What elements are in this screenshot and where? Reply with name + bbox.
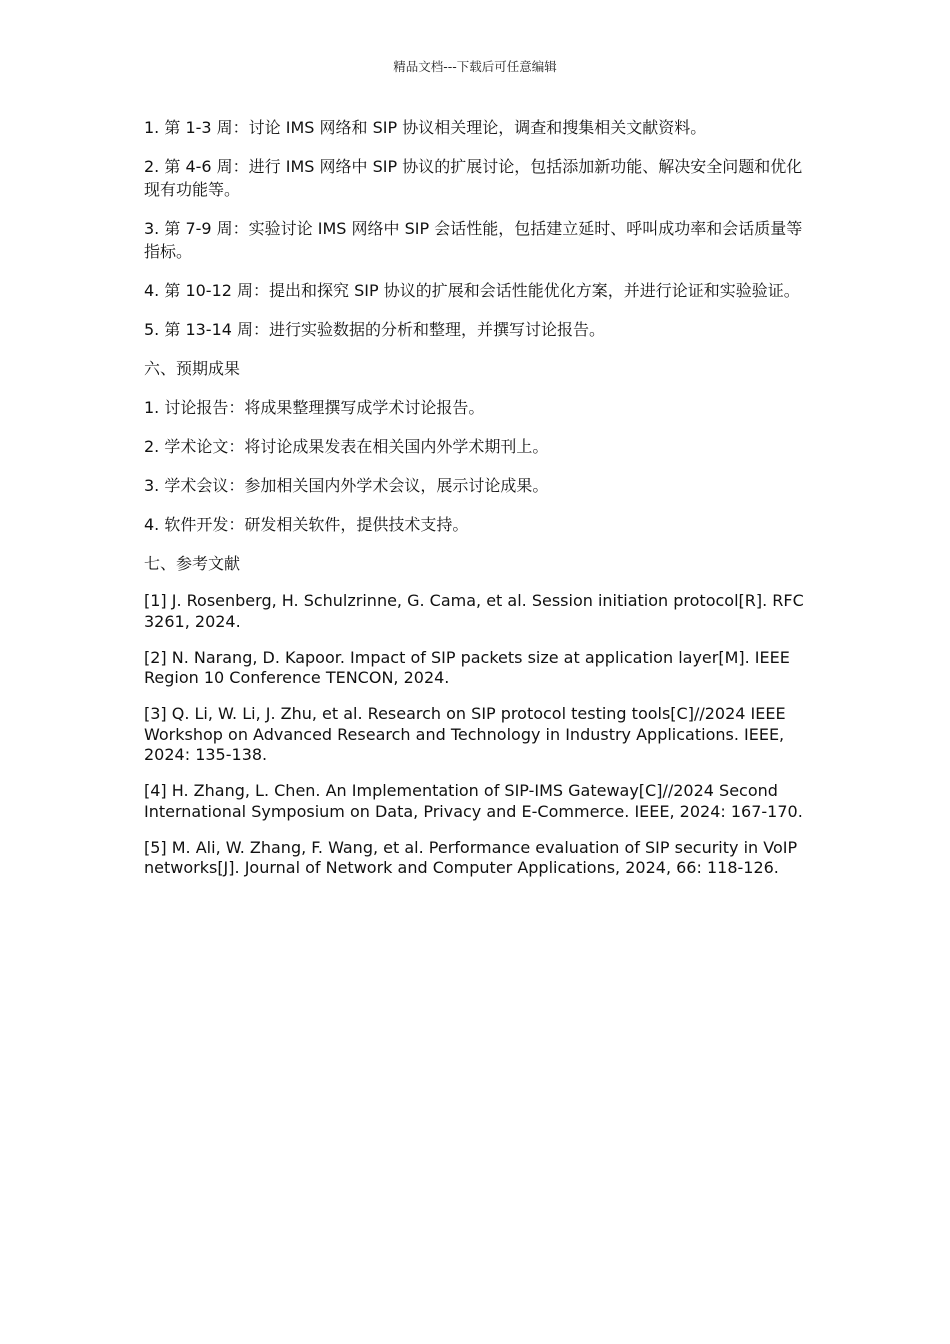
section-heading-references: 七、参考文献: [144, 554, 241, 573]
schedule-item: 2. 第 4-6 周：进行 IMS 网络中 SIP 协议的扩展讨论，包括添加新功能、解决安全问题和优化现有功能等。: [144, 157, 803, 199]
schedule-item: 4. 第 10-12 周：提出和探究 SIP 协议的扩展和会话性能优化方案，并进行论证和实验验证。: [144, 281, 800, 300]
reference-item: [5] M. Ali, W. Zhang, F. Wang, et al. Performance evaluation of SIP security in VoIP networks[J]. Journal of Network and Computer Applications, 2024, 66: 118-126.: [144, 837, 798, 877]
schedule-item: 3. 第 7-9 周：实验讨论 IMS 网络中 SIP 会话性能，包括建立延时、呼叫成功率和会话质量等指标。: [144, 219, 803, 261]
outcome-item: 3. 学术会议：参加相关国内外学术会议，展示讨论成果。: [144, 476, 549, 495]
reference-item: [4] H. Zhang, L. Chen. An Implementation of SIP-IMS Gateway[C]//2024 Second International Symposium on Data, Privacy and E-Commerce. IEEE, 2024: 167-170.: [144, 781, 803, 821]
schedule-item: 1. 第 1-3 周：讨论 IMS 网络和 SIP 协议相关理论，调查和搜集相关文献资料。: [144, 118, 707, 137]
reference-item: [2] N. Narang, D. Kapoor. Impact of SIP packets size at application layer[M]. IEEE Region 10 Conference TENCON, 2024.: [144, 647, 790, 687]
schedule-item: 5. 第 13-14 周：进行实验数据的分析和整理，并撰写讨论报告。: [144, 320, 606, 339]
reference-item: [3] Q. Li, W. Li, J. Zhu, et al. Research on SIP protocol testing tools[C]//2024 IEEE Workshop on Advanced Research and Technology in Industry Applications. IEEE, 2024: 135-138.: [144, 704, 786, 764]
section-heading-outcomes: 六、预期成果: [144, 359, 241, 378]
reference-item: [1] J. Rosenberg, H. Schulzrinne, G. Cama, et al. Session initiation protocol[R]. RFC 3261, 2024.: [144, 591, 804, 631]
outcome-item: 2. 学术论文：将讨论成果发表在相关国内外学术期刊上。: [144, 437, 549, 456]
outcome-item: 4. 软件开发：研发相关软件，提供技术支持。: [144, 515, 469, 534]
page-header: 精品文档---下载后可任意编辑: [393, 59, 557, 74]
outcome-item: 1. 讨论报告：将成果整理撰写成学术讨论报告。: [144, 398, 485, 417]
document-body: [144, 116, 806, 894]
